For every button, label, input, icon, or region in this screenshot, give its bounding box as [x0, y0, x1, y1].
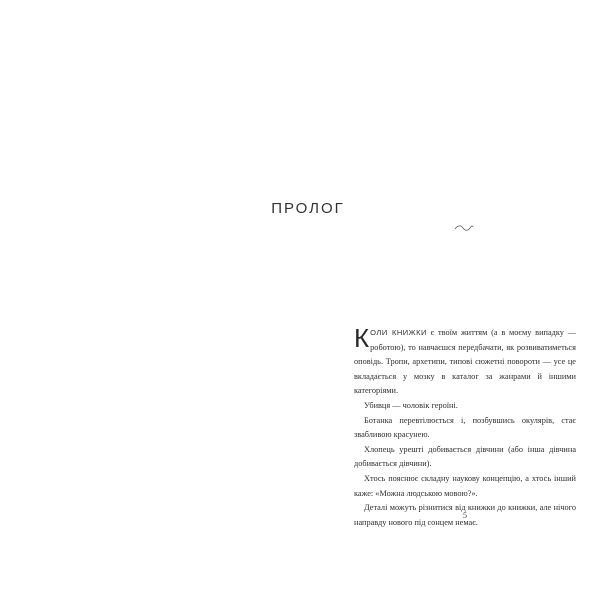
opening-paragraph-text: є твоїм життям (а в моєму випадку — роботою), то навчаєшся передбачати, як розвиватиметься оповідь. Тропи, архетипи, типові сюжетні повороти — усе це вкладається у мозку в каталог за жанрами й іншими категоріями.: [354, 328, 576, 396]
lead-in-caps: ОЛИ КНИЖКИ: [370, 328, 427, 337]
swash-ornament-icon: [454, 224, 474, 232]
paragraph: Хлопець урешті добивається дівчини (або інша дівчина добивається дівчини).: [354, 444, 576, 469]
body-text: [354, 323, 576, 530]
chapter-title: ПРОЛОГ: [271, 200, 345, 217]
page-number: 5: [463, 511, 467, 520]
paragraph: Ботанка перевтілюється і, позбувшись окулярів, стає звабливою красунею.: [354, 415, 576, 440]
paragraph: Убивця — чоловік героїні.: [364, 400, 458, 410]
paragraph: Деталі можуть різнитися від книжки до книжки, але нічого направду нового під сонцем немає.: [354, 503, 576, 527]
paragraph: Хтось пояснює складну наукову концепцію, а хтось інший каже: «Можна людською мовою?».: [354, 473, 576, 498]
opening-paragraph: [354, 323, 576, 399]
drop-cap: К: [354, 323, 370, 353]
